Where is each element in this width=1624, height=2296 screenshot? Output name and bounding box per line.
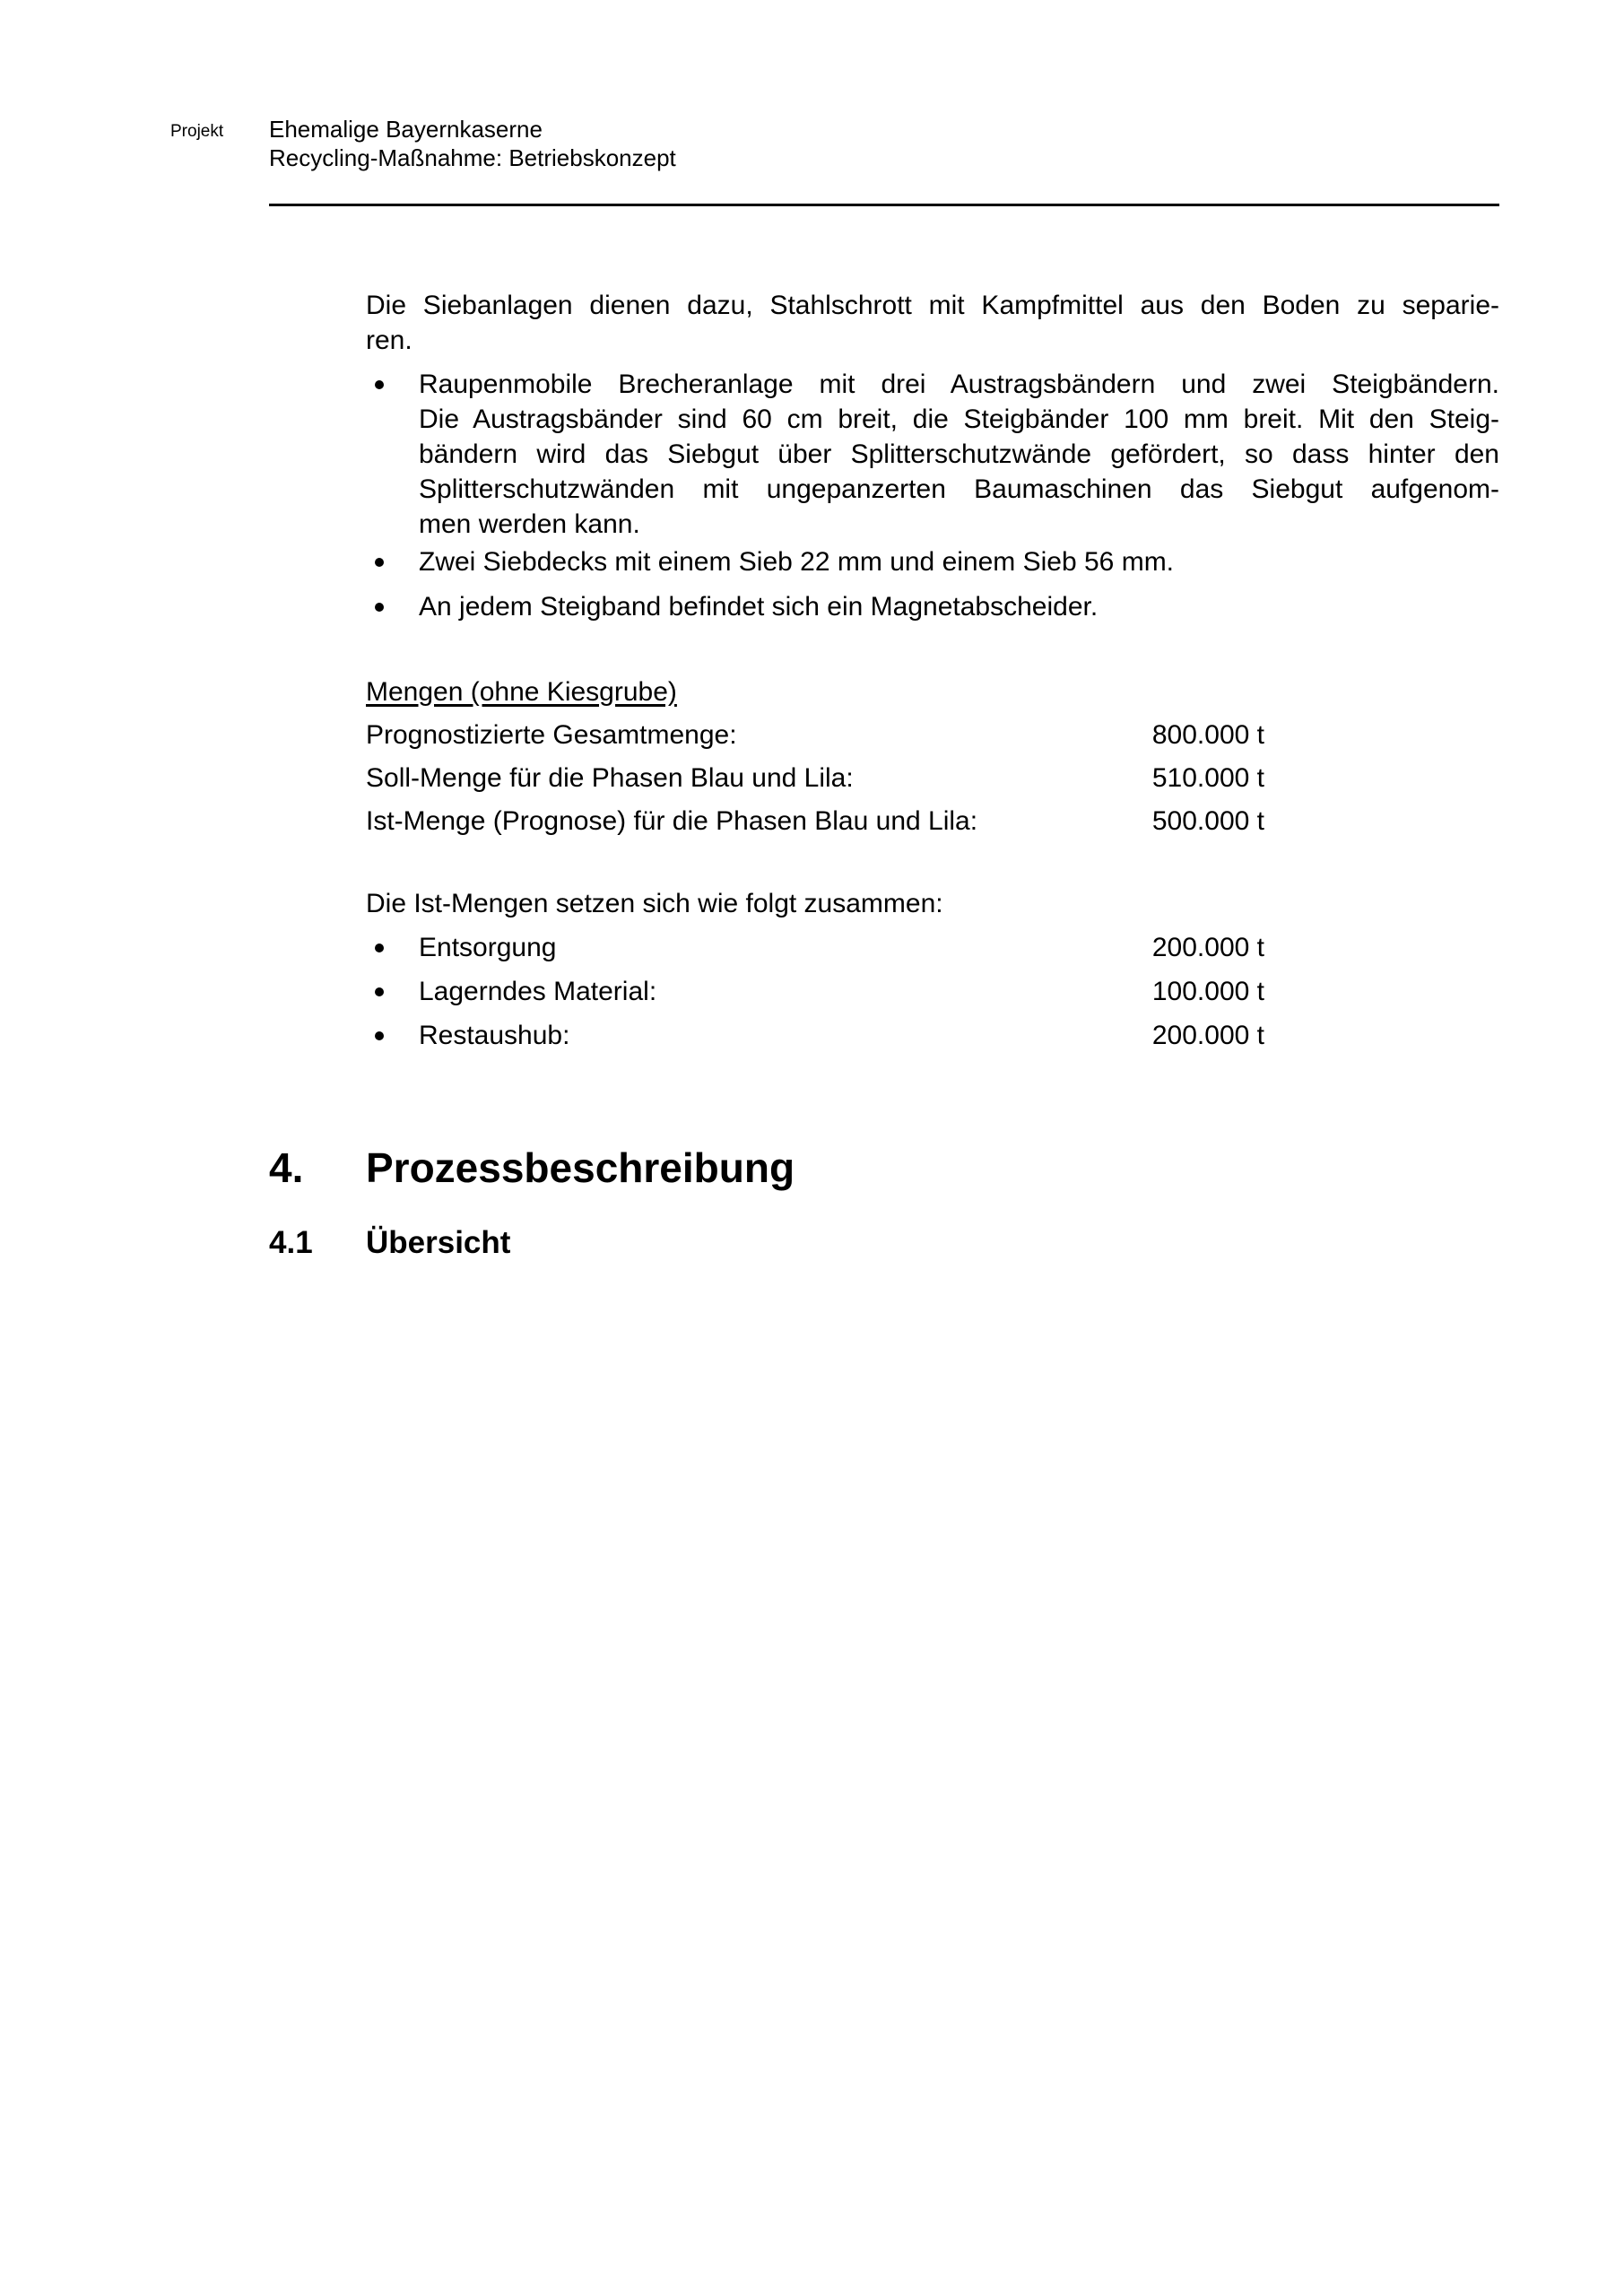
intro-paragraph xyxy=(366,288,1499,358)
feature-line: bändern wird das Siebgut über Splitterschutzwände gefördert, so dass hinter den xyxy=(419,439,1499,469)
breakdown-value: 200.000 t xyxy=(1151,933,1264,962)
feature-item xyxy=(366,589,1499,624)
feature-line: Raupenmobile Brecheranlage mit drei Austragsbändern und zwei Steigbändern. xyxy=(419,370,1499,399)
bullet-icon xyxy=(375,558,384,567)
document-header xyxy=(269,115,676,172)
breakdown-value: 100.000 t xyxy=(1151,977,1264,1006)
quantity-label: Soll-Menge für die Phasen Blau und Lila: xyxy=(366,763,854,793)
quantity-value: 510.000 t xyxy=(1151,763,1264,793)
quantity-row xyxy=(366,761,1264,796)
bullet-icon xyxy=(375,1031,384,1040)
quantity-value: 500.000 t xyxy=(1151,806,1264,836)
quantity-label: Prognostizierte Gesamtmenge: xyxy=(366,720,737,750)
section-number: 4. xyxy=(269,1144,304,1191)
subsection-number: 4.1 xyxy=(269,1225,313,1260)
quantity-value: 800.000 t xyxy=(1151,720,1264,750)
feature-line: Die Austragsbänder sind 60 cm breit, die Steigbänder 100 mm breit. Mit den Steig- xyxy=(419,404,1499,434)
quantity-label: Ist-Menge (Prognose) für die Phasen Blau und Lila: xyxy=(366,806,978,836)
feature-line: Splitterschutzwänden mit ungepanzerten Baumaschinen das Siebgut aufgenom- xyxy=(419,474,1499,504)
quantities-heading: Mengen (ohne Kiesgrube) xyxy=(366,677,677,707)
document-subtitle: Recycling-Maßnahme: Betriebskonzept xyxy=(269,144,676,171)
feature-item xyxy=(366,544,1499,579)
breakdown-intro: Die Ist-Mengen setzen sich wie folgt zusammen: xyxy=(366,889,943,918)
bullet-icon xyxy=(375,603,384,612)
feature-item-text xyxy=(419,367,1499,542)
bullet-icon xyxy=(375,987,384,996)
subsection-title: Übersicht xyxy=(366,1225,511,1260)
feature-line: Zwei Siebdecks mit einem Sieb 22 mm und einem Sieb 56 mm. xyxy=(419,547,1175,577)
feature-item-text xyxy=(419,544,1499,579)
header-rule xyxy=(269,204,1499,206)
quantity-row xyxy=(366,718,1264,752)
breakdown-row xyxy=(366,1018,1264,1053)
bullet-icon xyxy=(375,944,384,952)
breakdown-row xyxy=(366,930,1264,965)
feature-item xyxy=(366,367,1499,542)
feature-item-text xyxy=(419,589,1499,624)
intro-line: ren. xyxy=(366,326,413,355)
breakdown-label: Restaushub: xyxy=(419,1021,570,1050)
bullet-icon xyxy=(375,380,384,389)
breakdown-label: Entsorgung xyxy=(419,933,557,962)
document-title: Ehemalige Bayernkaserne xyxy=(269,116,543,143)
header-label: Projekt xyxy=(170,122,224,141)
quantity-row xyxy=(366,804,1264,839)
section-title: Prozessbeschreibung xyxy=(366,1144,795,1191)
breakdown-label: Lagerndes Material: xyxy=(419,977,657,1006)
breakdown-value: 200.000 t xyxy=(1151,1021,1264,1050)
breakdown-row xyxy=(366,974,1264,1009)
feature-line: men werden kann. xyxy=(419,509,640,539)
feature-line: An jedem Steigband befindet sich ein Magnetabscheider. xyxy=(419,592,1099,622)
intro-line: Die Siebanlagen dienen dazu, Stahlschrott mit Kampfmittel aus den Boden zu separie- xyxy=(366,291,1499,320)
